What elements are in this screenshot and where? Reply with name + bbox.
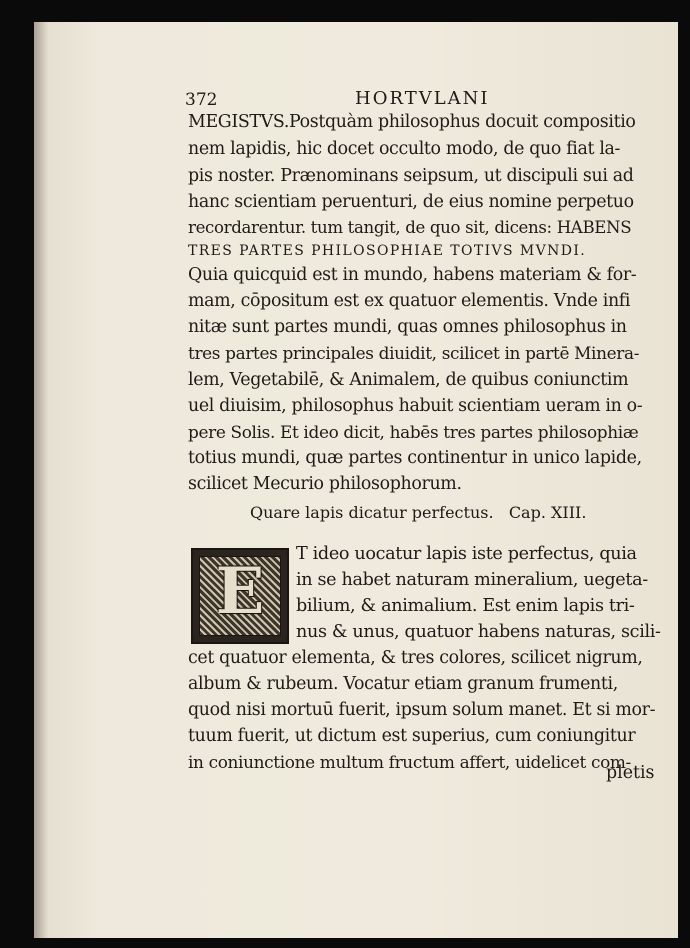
chapter-number: Cap. XIII. <box>508 503 587 522</box>
body-line: pere Solis. Et ideo dicit, habēs tres partes philosophiæ <box>188 422 639 442</box>
chapter-title: Quare lapis dicatur perfectus. <box>250 503 494 522</box>
chapter-heading <box>250 503 586 522</box>
chapter-line: nus & unus, quatuor habens naturas, scili- <box>296 622 661 642</box>
chapter-line: cet quatuor elementa, & tres colores, scilicet nigrum, <box>188 648 643 668</box>
initial-letter: E <box>215 554 265 629</box>
chapter-line: T ideo uocatur lapis iste perfectus, quia <box>296 544 637 564</box>
chapter-line: album & rubeum. Vocatur etiam granum frumenti, <box>188 674 618 694</box>
body-line: hanc scientiam peruenturi, de eius nomine perpetuo <box>188 192 634 212</box>
chapter-line: in se habet naturam mineralium, uegeta- <box>296 570 648 590</box>
catchword: pletis <box>606 763 655 783</box>
body-line: totius mundi, quæ partes continentur in unico lapide, <box>188 448 642 468</box>
body-line: lem, Vegetabilē, & Animalem, de quibus coniunctim <box>188 370 629 390</box>
body-line: MEGISTVS.Postquàm philosophus docuit compositio <box>188 112 636 132</box>
body-line: recordarentur. tum tangit, de quo sit, dicens: HABENS <box>188 218 632 237</box>
woodcut-initial <box>191 548 289 644</box>
running-title: HORTVLANI <box>355 88 490 109</box>
chapter-line: quod nisi mortuū fuerit, ipsum solum manet. Et si mor- <box>188 700 656 720</box>
body-line: tres partes principales diuidit, scilicet in partē Minera- <box>188 343 640 363</box>
chapter-line: tuum fuerit, ut dictum est superius, cum coniungitur <box>188 726 636 746</box>
body-line: pis noster. Prænominans seipsum, ut discipuli sui ad <box>188 166 634 186</box>
body-line: mam, cōpositum est ex quatuor elementis. Vnde infi <box>188 291 631 311</box>
gutter-shadow <box>34 22 48 938</box>
chapter-line: bilium, & animalium. Est enim lapis tri- <box>296 596 635 616</box>
body-line: uel diuisim, philosophus habuit scientiam ueram in o- <box>188 396 643 416</box>
body-line: nitæ sunt partes mundi, quas omnes philosophus in <box>188 317 627 337</box>
page-number: 372 <box>185 90 218 110</box>
body-line: nem lapidis, hic docet occulto modo, de quo fiat la- <box>188 139 621 159</box>
body-line: TRES PARTES PHILOSOPHIAE TOTIVS MVNDI. <box>188 243 587 259</box>
body-line: scilicet Mecurio philosophorum. <box>188 474 462 494</box>
chapter-line: in coniunctione multum fructum affert, uidelicet com- <box>188 752 631 772</box>
body-line: Quia quicquid est in mundo, habens materiam & for- <box>188 265 637 285</box>
